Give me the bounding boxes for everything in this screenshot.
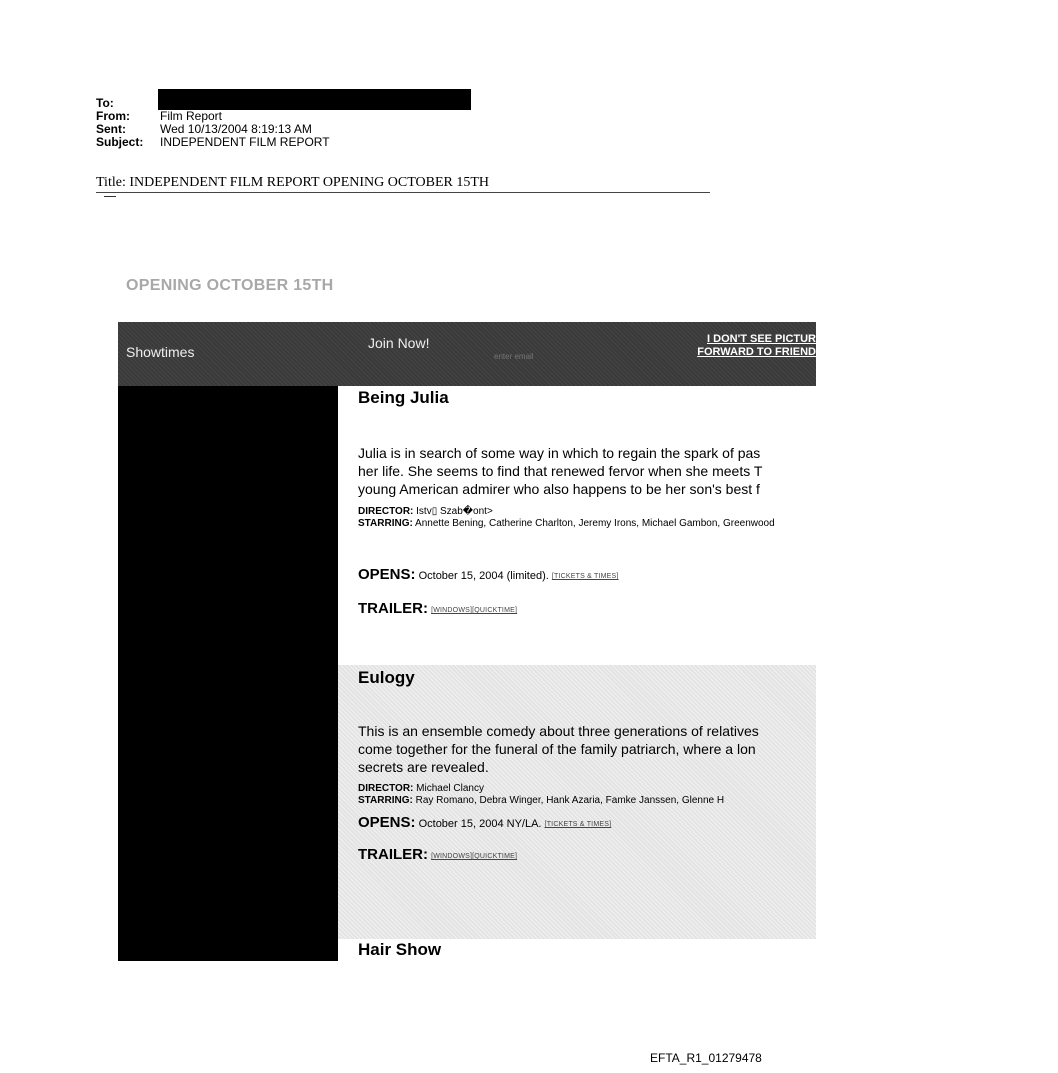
director-value: Istv▯ Szab�ont> <box>416 506 493 517</box>
forward-to-friend-link[interactable]: FORWARD TO FRIEND <box>697 346 816 358</box>
subject-label: Subject: <box>96 135 144 149</box>
director-line <box>358 783 878 795</box>
left-black-panel <box>118 386 338 961</box>
to-label: To: <box>96 96 114 110</box>
starring-value: Ray Romano, Debra Winger, Hank Azaria, Famke Janssen, Glenne H <box>415 795 725 806</box>
document-id: EFTA_R1_01279478 <box>650 1051 762 1065</box>
director-label: DIRECTOR: <box>358 506 414 517</box>
quicktime-trailer-link[interactable]: [QUICKTIME] <box>472 853 518 860</box>
starring-label: STARRING: <box>358 518 413 529</box>
newsletter-topbar <box>118 322 816 386</box>
synopsis-line: her life. She seems to find that renewed fervor when she meets T <box>358 463 763 479</box>
sent-label: Sent: <box>96 122 126 136</box>
trailer-line <box>358 846 517 863</box>
topbar-links <box>697 333 816 359</box>
trailer-label: TRAILER: <box>358 846 428 863</box>
synopsis-line: This is an ensemble comedy about three generations of relatives <box>358 723 759 739</box>
opens-label: OPENS: <box>358 814 416 831</box>
starring-line <box>358 518 878 530</box>
subject-row <box>96 136 330 149</box>
synopsis-line: young American admirer who also happens to be her son's best f <box>358 481 760 497</box>
synopsis-line: come together for the funeral of the family patriarch, where a lon <box>358 741 756 757</box>
film-card-being-julia <box>338 386 816 665</box>
starring-line <box>358 795 878 807</box>
email-input[interactable] <box>494 350 574 362</box>
opens-line <box>358 566 619 583</box>
from-value: Film Report <box>160 109 223 123</box>
divider-dash <box>104 196 116 197</box>
starring-label: STARRING: <box>358 795 413 806</box>
director-value: Michael Clancy <box>416 783 484 794</box>
film-title-hair-show: Hair Show <box>358 940 442 959</box>
opens-value: October 15, 2004 (limited). <box>418 570 549 582</box>
opens-line <box>358 814 611 831</box>
showtimes-link[interactable]: Showtimes <box>126 344 195 360</box>
from-label: From: <box>96 109 130 123</box>
film-card-eulogy <box>338 665 816 939</box>
film-credits <box>358 783 878 807</box>
opens-label: OPENS: <box>358 566 416 583</box>
director-line <box>358 506 878 518</box>
film-title: Eulogy <box>358 668 415 687</box>
tickets-link[interactable]: [TICKETS & TIMES] <box>544 821 612 828</box>
film-credits <box>358 506 878 530</box>
trailer-line <box>358 600 517 617</box>
quicktime-trailer-link[interactable]: [QUICKTIME] <box>472 607 518 614</box>
director-label: DIRECTOR: <box>358 783 414 794</box>
tickets-link[interactable]: [TICKETS & TIMES] <box>551 573 619 580</box>
sent-value: Wed 10/13/2004 8:19:13 AM <box>160 122 312 136</box>
film-synopsis <box>358 722 1058 776</box>
synopsis-line: secrets are revealed. <box>358 759 489 775</box>
title-line: Title: INDEPENDENT FILM REPORT OPENING OCTOBER 15TH <box>96 175 710 193</box>
email-header <box>96 97 330 149</box>
join-now-label: Join Now! <box>368 335 430 351</box>
film-list <box>338 386 816 959</box>
no-pictures-link[interactable]: I DON'T SEE PICTUR <box>707 333 816 345</box>
windows-trailer-link[interactable]: [WINDOWS] <box>431 607 473 614</box>
synopsis-line: Julia is in search of some way in which to regain the spark of pas <box>358 445 761 461</box>
starring-value: Annette Bening, Catherine Charlton, Jeremy Irons, Michael Gambon, Greenwood <box>415 518 775 529</box>
trailer-label: TRAILER: <box>358 600 428 617</box>
subject-value: INDEPENDENT FILM REPORT <box>160 135 330 149</box>
windows-trailer-link[interactable]: [WINDOWS] <box>431 853 473 860</box>
film-title: Being Julia <box>358 388 449 407</box>
opens-value: October 15, 2004 NY/LA. <box>418 818 542 830</box>
film-synopsis <box>358 444 1058 498</box>
opening-heading: OPENING OCTOBER 15TH <box>126 277 334 294</box>
